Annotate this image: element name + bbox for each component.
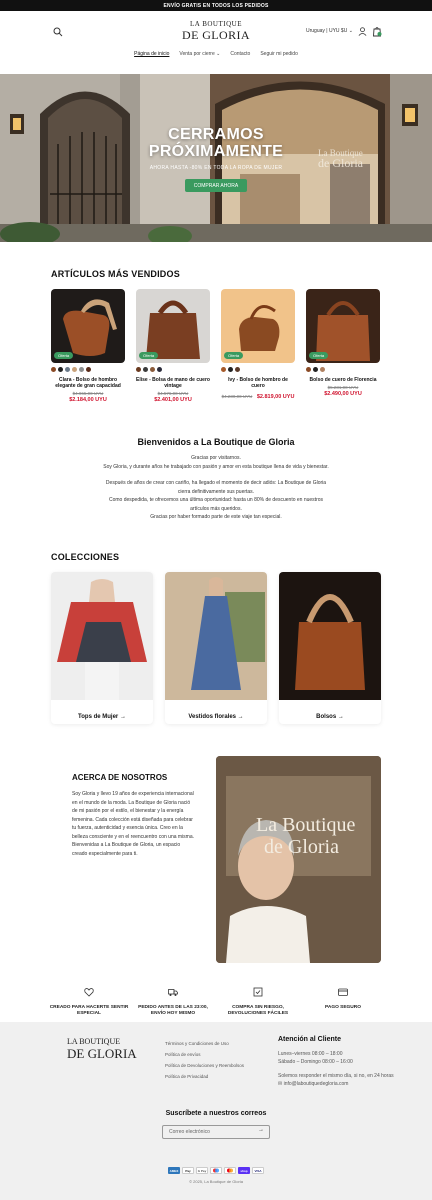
hours-weekend: Sábado – Domingo 08:00 – 16:00 — [278, 1059, 353, 1065]
product-image[interactable] — [51, 289, 125, 363]
chevron-down-icon: ⌄ — [216, 51, 221, 57]
product-price: $2.819,00 UYU — [256, 394, 295, 400]
about-sign-line1: La Boutique — [256, 814, 356, 836]
welcome-paragraph: Gracias por haber formado parte de este viaje tan especial. — [150, 514, 282, 520]
about-sign-line2: de Gloria — [264, 836, 339, 858]
welcome-paragraph: Como despedida, te ofrecemos una última oportunidad: hasta un 80% de descuento en nuestros artículos más queridos. — [108, 497, 324, 512]
product-image[interactable] — [306, 289, 380, 363]
collection-image — [279, 572, 381, 700]
nav-item-track-order[interactable]: Seguir mi pedido — [260, 51, 298, 57]
collection-image — [165, 572, 267, 700]
apple-pay-icon: Pay — [182, 1167, 194, 1174]
product-old-price: $4.065,00 UYU — [72, 391, 104, 396]
swatch[interactable] — [313, 367, 318, 372]
color-swatches — [51, 367, 125, 373]
product-name[interactable]: Elise - Bolsa de mano de cuero vintage — [136, 377, 210, 389]
swatch[interactable] — [228, 367, 233, 372]
feature-returns — [218, 984, 298, 1017]
swatch[interactable] — [58, 367, 63, 372]
shield-box-icon — [253, 987, 263, 997]
feature-secure-payment — [303, 984, 383, 1011]
footer-link-returns[interactable]: Política de Devoluciones y Reembolsos — [165, 1063, 245, 1068]
swatch[interactable] — [306, 367, 311, 372]
amex-icon: AMEX — [169, 1168, 179, 1173]
swatch[interactable] — [72, 367, 77, 372]
nav-item-home[interactable]: Página de inicio — [134, 51, 170, 57]
product-card[interactable] — [51, 289, 125, 403]
collections-title: COLECCIONES — [51, 552, 120, 562]
currency-label: Uruguay | UYU $U — [306, 28, 348, 34]
product-old-price: $4.230,00 UYU — [221, 394, 253, 399]
hero-subtitle: AHORA HASTA -80% EN TODA LA ROPA DE MUJER — [149, 165, 283, 171]
account-icon[interactable] — [358, 27, 367, 36]
color-swatches — [306, 367, 380, 373]
welcome-text — [100, 454, 332, 522]
welcome-paragraph: Soy Gloria, y durante años he trabajado con pasión y amor en esta boutique llena de vida y bienestar. — [103, 463, 329, 470]
nav-item-contact[interactable]: Contacto — [230, 51, 251, 57]
hero-title-line1: CERRAMOS — [168, 126, 264, 143]
hero-title-line2: PRÓXIMAMENTE — [148, 143, 284, 160]
brand-logo-line1: LA BOUTIQUE — [190, 20, 242, 28]
heart-icon — [84, 987, 94, 997]
feature-special — [49, 984, 129, 1017]
color-swatches — [221, 367, 295, 373]
contact-email[interactable] — [278, 1080, 398, 1088]
newsletter-title: Suscríbete a nuestros correos — [165, 1110, 267, 1117]
product-name[interactable]: Bolso de cuero de Florencia — [309, 377, 377, 383]
product-old-price: $4.576,00 UYU — [157, 391, 189, 396]
truck-icon — [168, 987, 178, 997]
chevron-down-icon: ⌄ — [348, 28, 353, 34]
about-sign-text — [256, 814, 355, 858]
announcement-text: ENVÍO GRATIS EN TODOS LOS PEDIDOS — [163, 2, 269, 9]
announcement-bar — [0, 0, 432, 11]
feature-text: PEDIDO ANTES DE LAS 23:00, — [138, 1005, 208, 1010]
nav-item-closing-sale[interactable] — [179, 51, 220, 63]
currency-selector[interactable] — [306, 28, 353, 34]
maestro-icon — [210, 1167, 222, 1174]
payment-methods — [0, 1167, 432, 1174]
swatch[interactable] — [65, 367, 70, 372]
shop-pay-icon: shop — [238, 1167, 250, 1174]
swatch[interactable] — [320, 367, 325, 372]
arrow-right-icon[interactable]: → — [258, 1127, 264, 1133]
product-card[interactable] — [221, 289, 295, 400]
feature-text: COMPRA SIN RIESGO, — [232, 1005, 284, 1010]
newsletter-email-input[interactable]: Correo electrónico — [162, 1125, 270, 1139]
collection-card-dresses[interactable] — [165, 572, 267, 724]
swatch[interactable] — [136, 367, 141, 372]
footer-links — [165, 1038, 244, 1082]
search-icon[interactable] — [53, 27, 63, 37]
copyright: © 2025, La Boutique de Gloria — [189, 1179, 243, 1184]
feature-shipping — [133, 984, 213, 1017]
collection-label[interactable]: Vestidos florales → — [188, 714, 244, 720]
footer-logo-line2: DE GLORIA — [67, 1046, 137, 1061]
cart-icon[interactable] — [372, 26, 382, 37]
store-sign-line1: La Boutique — [318, 148, 363, 158]
visa-icon: VISA — [252, 1167, 264, 1174]
collection-label[interactable]: Tops de Mujer → — [78, 714, 126, 720]
card-icon — [338, 987, 348, 997]
shop-now-button[interactable]: COMPRAR AHORA — [185, 179, 247, 192]
footer-link-terms[interactable]: Términos y Condiciones de Uso — [165, 1041, 229, 1046]
product-price: $2.490,00 UYU — [324, 391, 362, 397]
swatch[interactable] — [235, 367, 240, 372]
color-swatches — [136, 367, 210, 373]
hero-banner — [0, 74, 432, 242]
swatch[interactable] — [79, 367, 84, 372]
swatch[interactable] — [86, 367, 91, 372]
collection-label[interactable]: Bolsos → — [316, 714, 344, 720]
customer-service-info — [278, 1050, 398, 1088]
swatch[interactable] — [157, 367, 162, 372]
sale-badge: Oferta — [139, 352, 158, 359]
google-pay-icon: G Pay — [197, 1168, 207, 1173]
footer-logo[interactable] — [67, 1038, 137, 1060]
feature-text: ESPECIAL — [77, 1011, 101, 1016]
collection-card-bags[interactable] — [279, 572, 381, 724]
brand-logo-line2: DE GLORIA — [182, 28, 250, 42]
main-nav — [0, 51, 432, 63]
product-image[interactable] — [221, 289, 295, 363]
product-name[interactable]: Clara - Bolso de hombro elegante de gran capacidad — [55, 377, 121, 389]
about-portrait-image — [216, 756, 381, 963]
swatch[interactable] — [143, 367, 148, 372]
sale-badge: Oferta — [54, 352, 73, 359]
sale-badge: Oferta — [224, 352, 243, 359]
about-text: Soy Gloria y llevo 19 años de experiencia internacional en el mundo de la moda. La Boutique de Gloria nació de mi pasión por el estilo, el bienestar y la energía femenina. Cada colección está diseñada para celebrar tu fuerza, autenticidad y esencia única. Creo en la belleza consciente y en el reencuentro con una misma. Bienvenidas a La Boutique de Gloria, un espacio creado especialmente para ti. — [72, 791, 195, 857]
collection-card-tops[interactable] — [51, 572, 153, 724]
product-price: $2.184,00 UYU — [69, 397, 107, 403]
collection-image — [51, 572, 153, 700]
swatch[interactable] — [51, 367, 56, 372]
welcome-paragraph: Después de años de crear con cariño, ha llegado el momento de decir adiós: La Boutique de Gloria cierra definitivamente sus puertas. — [105, 480, 327, 495]
nav-item-closing-sale-label: Venta por cierre — [179, 51, 215, 57]
feature-text: CREADO PARA HACERTE SENTIR — [49, 1005, 129, 1010]
footer-logo-line1: LA BOUTIQUE — [67, 1037, 121, 1046]
product-name[interactable]: Ivy - Bolso de hombro de cuero — [228, 377, 288, 389]
site-header — [0, 11, 432, 51]
footer-link-privacy[interactable]: Política de Privacidad — [165, 1074, 209, 1079]
brand-logo[interactable] — [178, 21, 254, 41]
bestsellers-title: ARTÍCULOS MÁS VENDIDOS — [51, 269, 180, 279]
store-sign-line2: de Gloria — [318, 156, 363, 170]
product-old-price: $5.231,00 UYU — [327, 385, 359, 390]
product-image[interactable] — [136, 289, 210, 363]
mastercard-icon — [224, 1167, 236, 1174]
mail-icon: ✉ — [278, 1081, 283, 1087]
hero-title — [0, 126, 432, 160]
hours-weekdays: Lunes–viernes 08:00 – 18:00 — [278, 1051, 343, 1057]
contact-email-address: info@laboutiquedegloria.com — [283, 1081, 349, 1087]
feature-text: ENVÍO HOY MISMO — [150, 1011, 196, 1016]
site-footer — [0, 1022, 432, 1200]
welcome-title: Bienvenidos a La Boutique de Gloria — [137, 437, 295, 447]
welcome-paragraph: Gracias por visitarnos. — [191, 455, 241, 461]
reply-time: Solemos responder el mismo día, si no, en 24 horas — [278, 1073, 394, 1079]
swatch[interactable] — [150, 367, 155, 372]
customer-service-title: Atención al Cliente — [278, 1036, 342, 1043]
product-card[interactable] — [136, 289, 210, 403]
footer-link-shipping[interactable]: Política de envíos — [165, 1052, 201, 1057]
product-card[interactable] — [306, 289, 380, 397]
feature-text: DEVOLUCIONES FÁCILES — [227, 1011, 289, 1016]
swatch[interactable] — [221, 367, 226, 372]
sale-badge: Oferta — [309, 352, 328, 359]
about-title: ACERCA DE NOSOTROS — [72, 773, 168, 782]
product-price: $2.401,00 UYU — [154, 397, 192, 403]
feature-text: PAGO SEGURO — [325, 1005, 361, 1010]
